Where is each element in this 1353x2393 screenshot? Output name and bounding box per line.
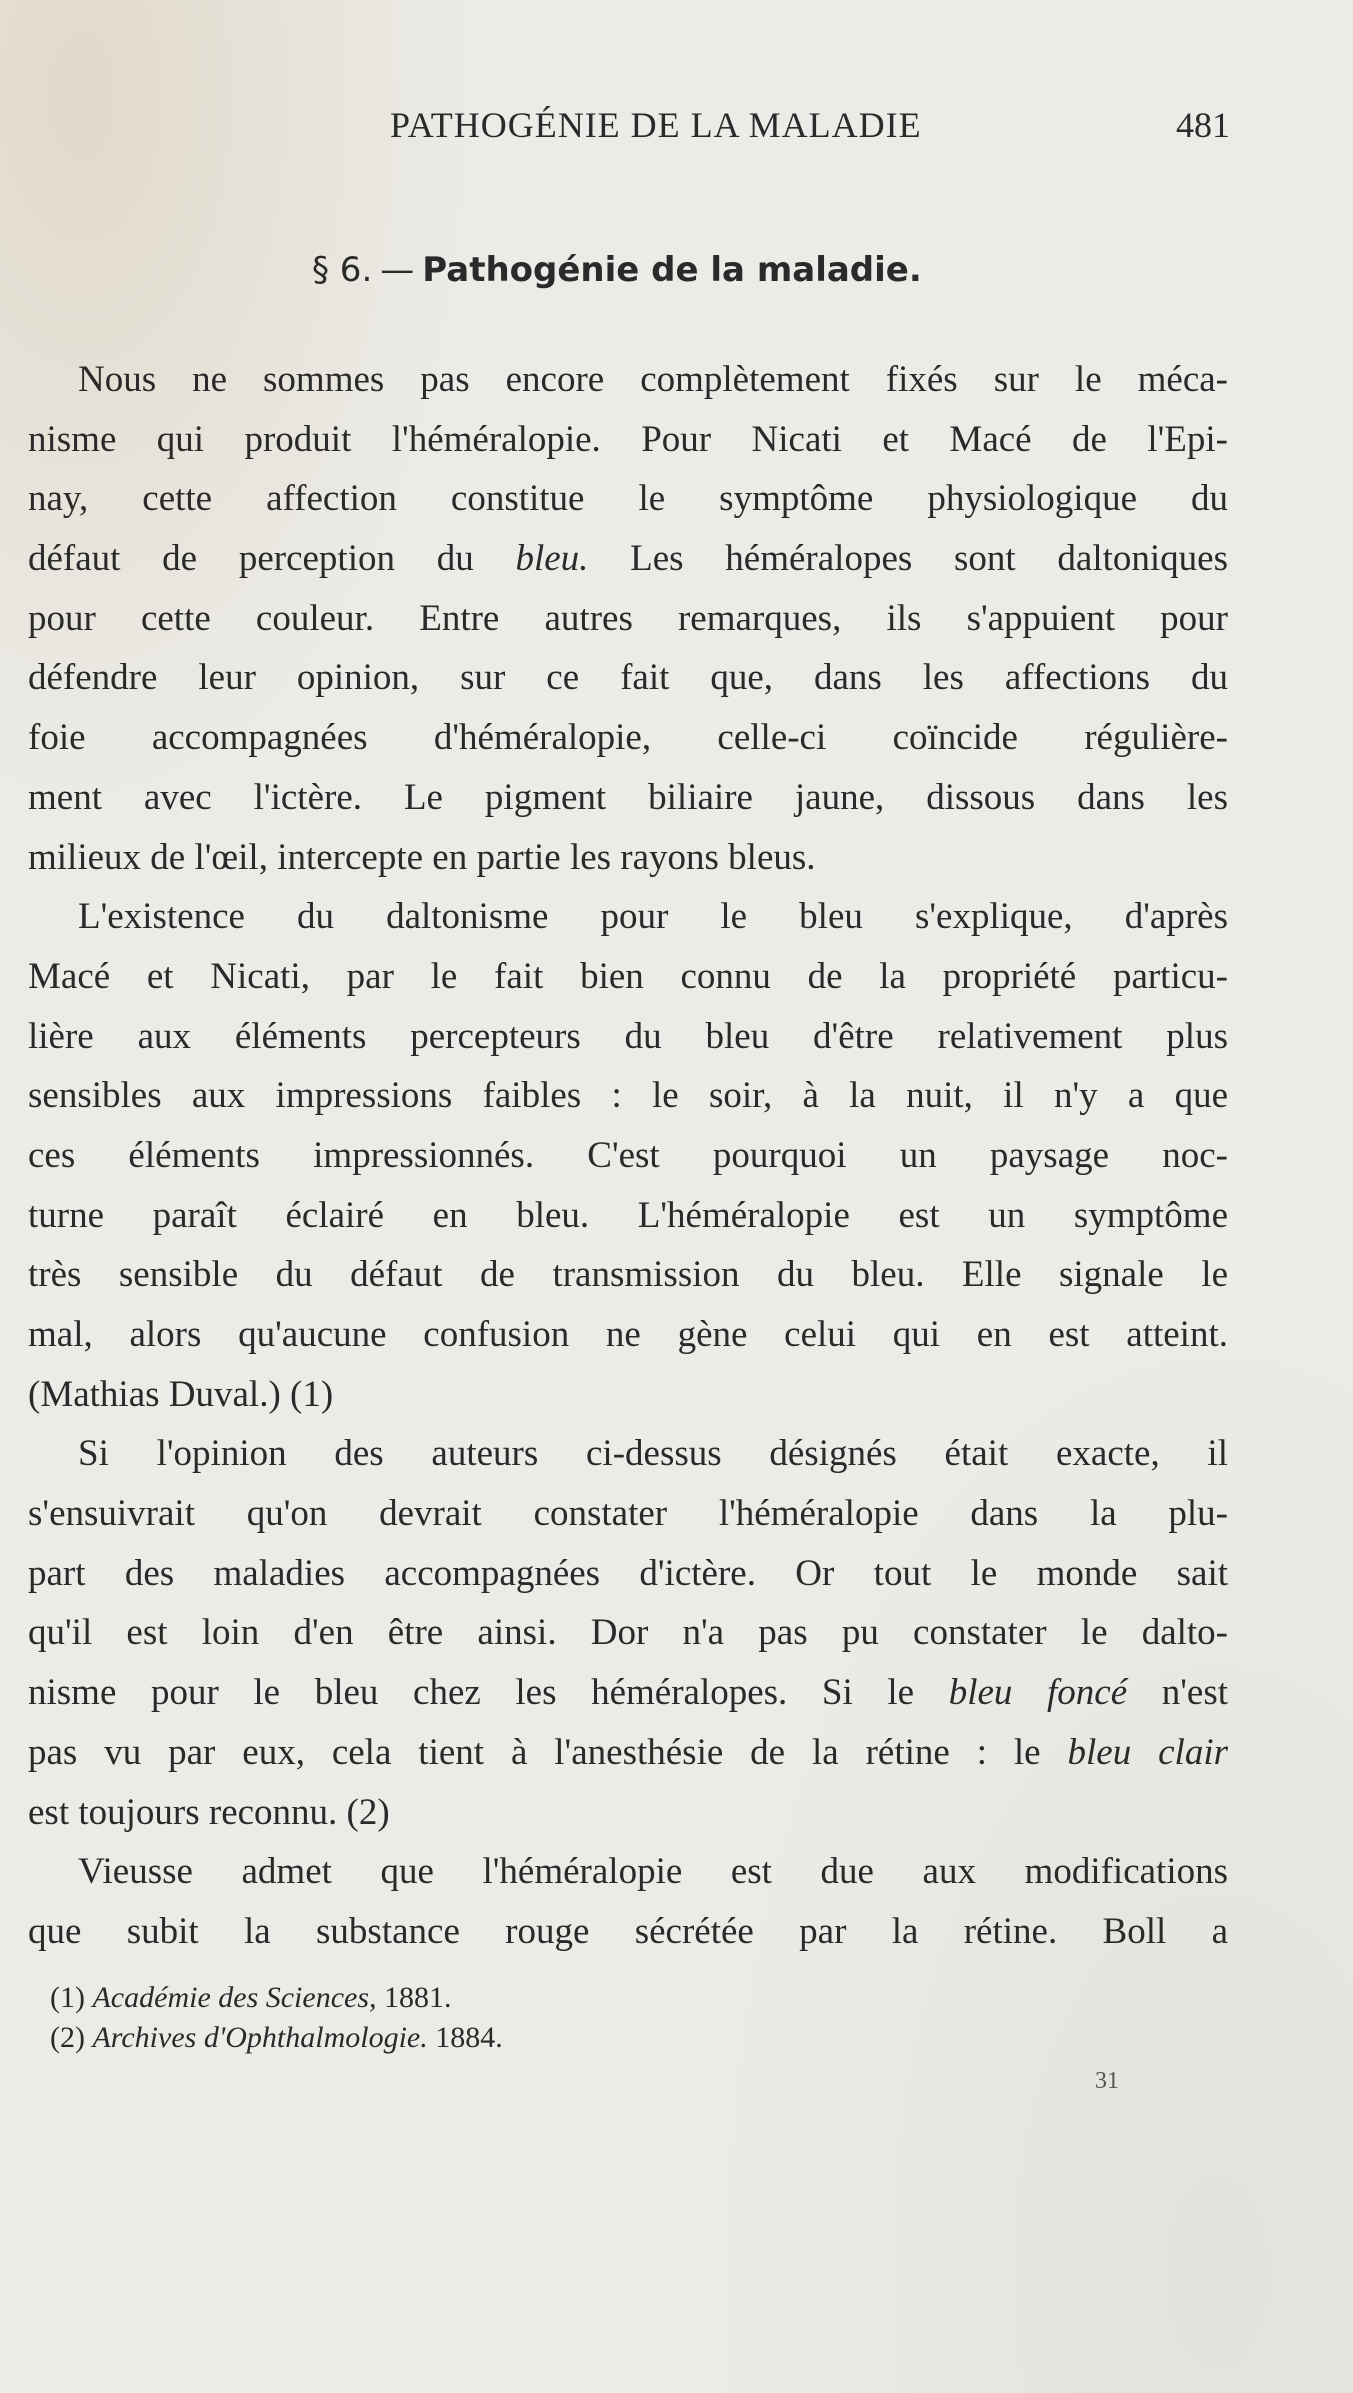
section-dash: — xyxy=(380,250,415,290)
text-line: Nous ne sommes pas encore complètement fixés sur le méca- xyxy=(78,359,1228,400)
footnote xyxy=(50,1978,950,2018)
text-line: L'existence du daltonisme pour le bleu s'explique, d'après xyxy=(78,896,1228,938)
text-line: lière aux éléments percepteurs du bleu d'être relativement plus xyxy=(28,1015,1228,1057)
text-line: est toujours reconnu. (2) xyxy=(28,1791,390,1833)
text-line xyxy=(28,1663,1228,1723)
text-line: mal, alors qu'aucune confusion ne gène celui qui en est atteint. xyxy=(28,1314,1228,1355)
footnotes xyxy=(50,1978,950,2058)
footnote-title: Archives d'Ophthalmologie. xyxy=(92,2021,428,2054)
text-fragment: défaut de perception du xyxy=(28,538,516,580)
footnote-year: 1881. xyxy=(376,1981,452,2014)
signature-mark: 31 xyxy=(1095,2068,1119,2094)
text-line: qu'il est loin d'en être ainsi. Dor n'a pas pu constater le dalto- xyxy=(28,1612,1228,1654)
page-number: 481 xyxy=(1176,105,1230,145)
text-fragment: pas vu par eux, cela tient à l'anesthésie de la rétine : le xyxy=(28,1731,1068,1773)
text-line: sensibles aux impressions faibles : le soir, à la nuit, il n'y a que xyxy=(28,1075,1228,1117)
text-line: foie accompagnées d'héméralopie, celle-ci coïncide régulière- xyxy=(28,717,1228,759)
text-fragment: nisme pour le bleu chez les héméralopes. Si le xyxy=(28,1672,949,1714)
text-line: Macé et Nicati, par le fait bien connu de la propriété particu- xyxy=(28,955,1228,997)
body-text xyxy=(28,350,1228,1962)
section-heading xyxy=(312,250,1012,290)
text-line: Si l'opinion des auteurs ci-dessus désignés était exacte, il xyxy=(78,1433,1228,1475)
running-title: PATHOGÉNIE DE LA MALADIE xyxy=(390,105,922,145)
text-line xyxy=(28,1723,1228,1783)
text-fragment: Les héméralopes sont daltoniques xyxy=(588,538,1228,580)
text-fragment: n'est xyxy=(1127,1672,1228,1714)
section-title: Pathogénie de la maladie. xyxy=(422,250,922,290)
text-line: ment avec l'ictère. Le pigment biliaire jaune, dissous dans les xyxy=(28,776,1228,818)
footnote-marker: (2) xyxy=(50,2021,93,2054)
footnote-marker: (1) xyxy=(50,1981,93,2014)
italic-term: bleu clair xyxy=(1067,1731,1228,1773)
footnote-year: 1884. xyxy=(427,2021,503,2054)
text-line: défendre leur opinion, sur ce fait que, dans les affections du xyxy=(28,657,1228,699)
text-line: Vieusse admet que l'héméralopie est due aux modifications xyxy=(78,1851,1228,1893)
footnote xyxy=(50,2018,950,2058)
page-header xyxy=(390,104,1230,156)
text-line: très sensible du défaut de transmission du bleu. Elle signale le xyxy=(28,1254,1228,1296)
text-line: ces éléments impressionnés. C'est pourquoi un paysage noc- xyxy=(28,1134,1228,1176)
text-line: s'ensuivrait qu'on devrait constater l'héméralopie dans la plu- xyxy=(28,1493,1228,1535)
text-line: nay, cette affection constitue le symptôme physiologique du xyxy=(28,478,1228,520)
italic-term: bleu foncé xyxy=(948,1672,1128,1714)
section-number: § 6. xyxy=(312,250,373,290)
text-line: nisme qui produit l'héméralopie. Pour Nicati et Macé de l'Epi- xyxy=(28,418,1228,460)
text-line: turne paraît éclairé en bleu. L'héméralopie est un symptôme xyxy=(28,1194,1228,1236)
text-line: part des maladies accompagnées d'ictère. Or tout le monde sait xyxy=(28,1552,1228,1594)
footnote-title: Académie des Sciences, xyxy=(92,1981,377,2014)
text-line: (Mathias Duval.) (1) xyxy=(28,1373,334,1415)
text-line: milieux de l'œil, intercepte en partie les rayons bleus. xyxy=(28,836,816,878)
text-line xyxy=(28,529,1228,589)
text-line: pour cette couleur. Entre autres remarques, ils s'appuient pour xyxy=(28,597,1228,639)
text-line: que subit la substance rouge sécrétée par la rétine. Boll a xyxy=(28,1910,1228,1952)
italic-term: bleu. xyxy=(515,538,589,580)
